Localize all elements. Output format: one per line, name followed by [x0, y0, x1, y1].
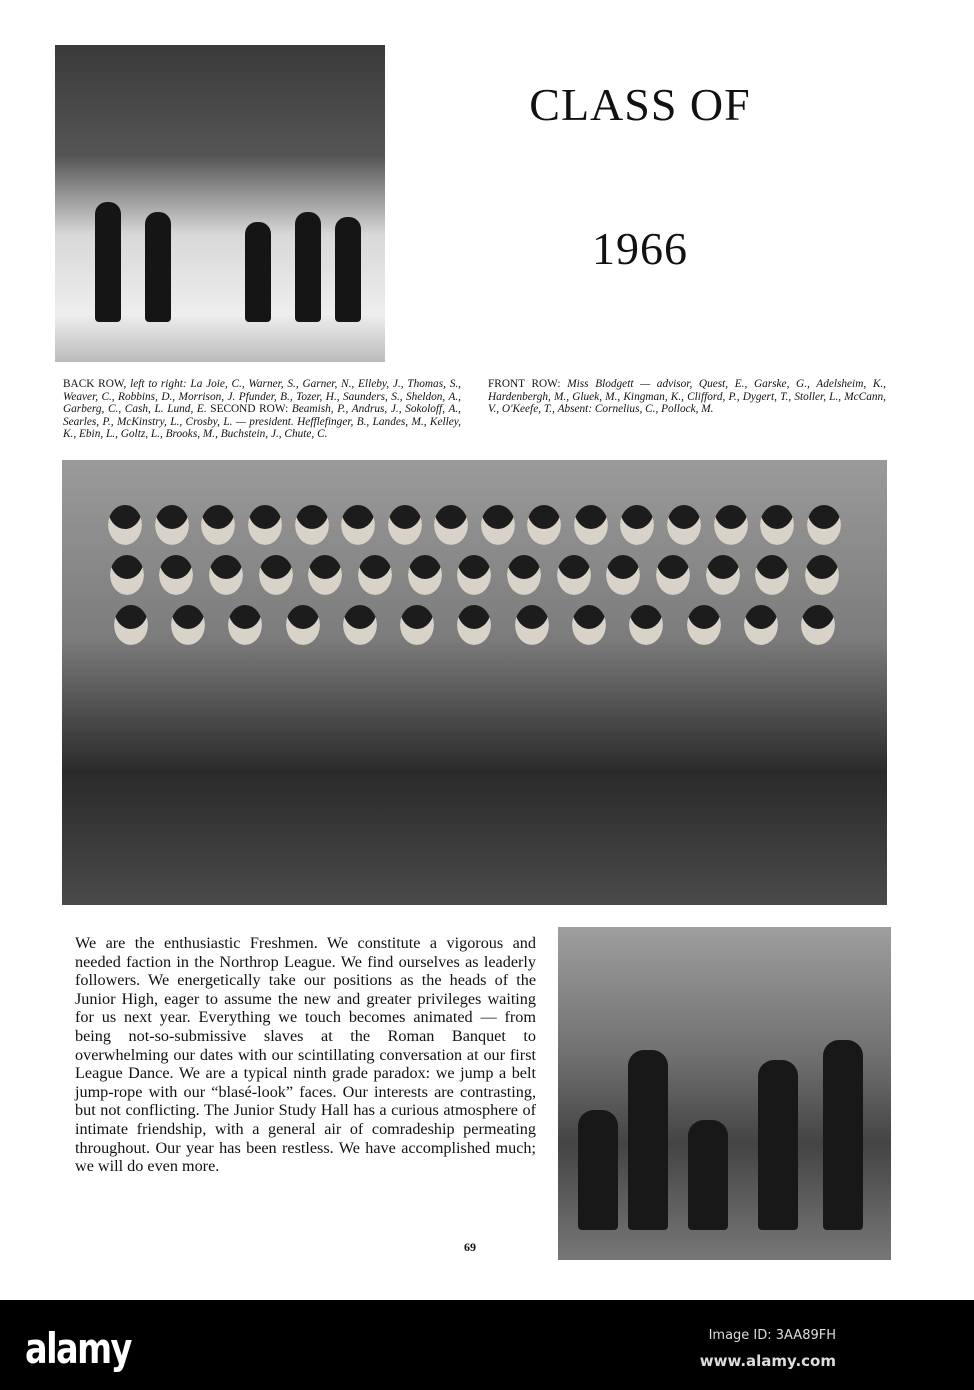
photo-caption-right: [488, 378, 886, 442]
front-row-label: FRONT ROW:: [488, 378, 561, 390]
second-row-label: SECOND ROW:: [210, 403, 289, 416]
class-group-photo: [62, 460, 887, 905]
front-row-names: Miss Blodgett — advisor, Quest, E., Garske, G., Adelsheim, K., Hardenbergh, M., Gluek, M., Kingman, K., Clifford, P., Dygert, T., Stoller, L., McCann, V., O'Keefe, T., Absent: Cornelius, C., Pollock, M.: [488, 378, 886, 416]
title-class-of: CLASS OF: [529, 79, 751, 130]
watermark-url: www.alamy.com: [699, 1352, 836, 1370]
photo-caption-left: [63, 378, 461, 442]
page-number: 69: [464, 1240, 476, 1254]
watermark-bar: [0, 1300, 974, 1390]
title-year: 1966: [592, 223, 688, 274]
courtyard-photo: [558, 927, 891, 1260]
second-row-names: Beamish, P., Andrus, J., Sokoloff, A., Searles, P., McKinstry, L., Crosby, L. — president. Hefflefinger, B., Landes, M., Kelley, K., Ebin, L., Goltz, L., Brooks, M., Buchstein, J., Chute, C.: [63, 403, 461, 441]
snow-play-photo: [55, 45, 385, 362]
back-row-names: left to right: La Joie, C., Warner, S., Garner, N., Elleby, J., Thomas, S., Weaver, C., Robbins, D., Morrison, J. Pfunder, B., Tozer, H., Saunders, S., Sheldon, A., Garberg, C., Cash, L. Lund, E.: [63, 378, 461, 416]
class-description: We are the enthusiastic Freshmen. We constitute a vigorous and needed faction in the Northrop League. We find ourselves as leaderly followers. We energetically take our positions as the heads of the Junior High, eager to assume the new and greater privileges waiting for us next year. Everything we touch becomes animated — from being not-so-submissive slaves at the Roman Banquet to overwhelming our dates with our scintillating conversation at our first League Dance. We are a typical ninth grade paradox: we jump a belt jump-rope with our “blasé-look” faces. Our interests are contrasting, but not conflicting. The Junior Study Hall has a curious atmosphere of intimate friendship, with a general air of comradeship permeating throughout. Our year has been restless. We have accomplished much; we will do even more.: [75, 934, 536, 1176]
alamy-logo: alamy: [25, 1324, 131, 1373]
back-row-label: BACK ROW,: [63, 378, 127, 390]
image-id: Image ID: 3AA89FH: [708, 1328, 836, 1343]
